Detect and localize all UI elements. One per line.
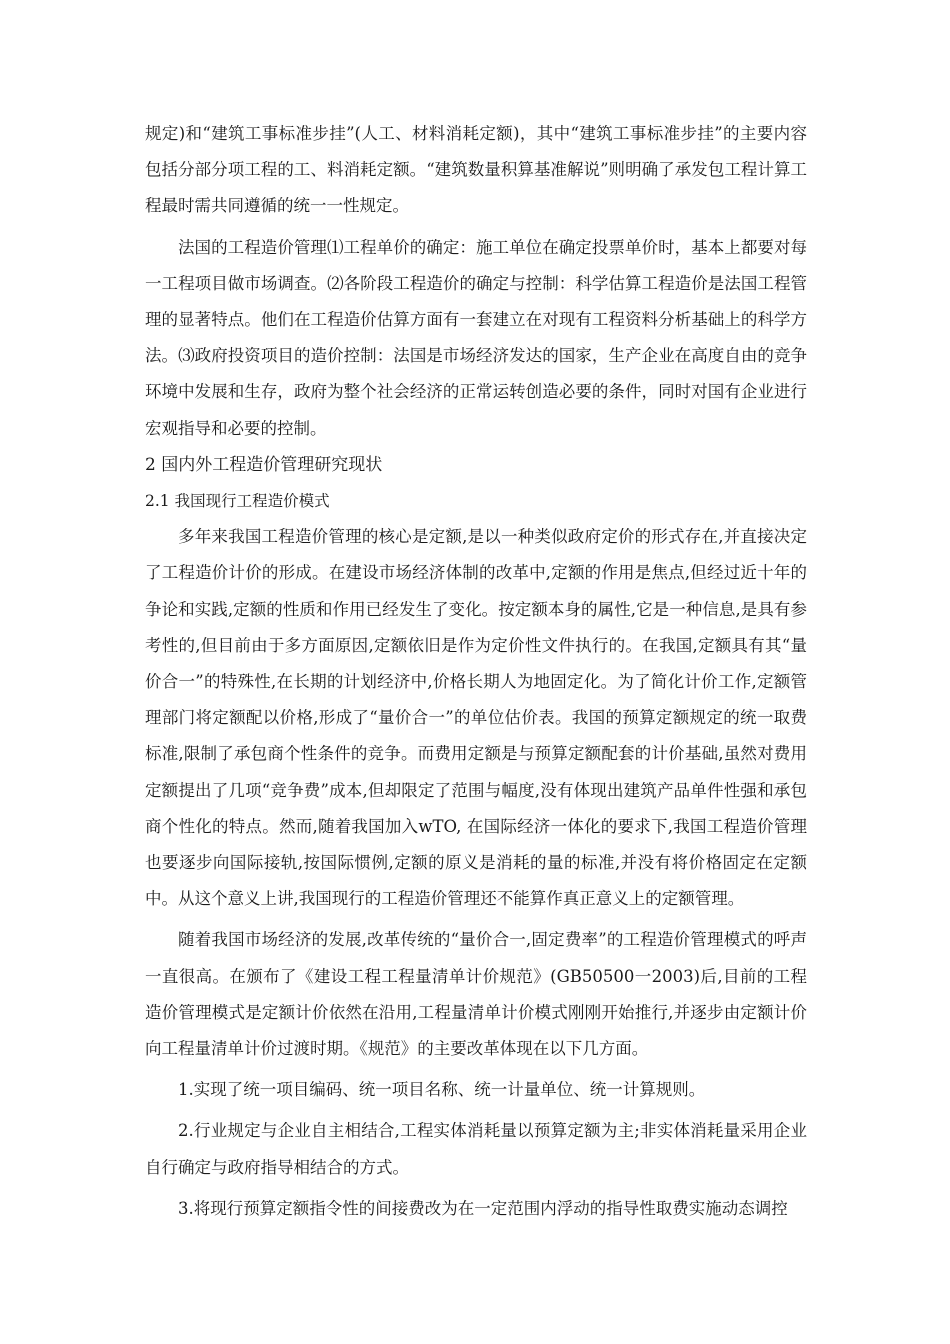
list-item-2: 2.行业规定与企业自主相结合,工程实体消耗量以预算定额为主;非实体消耗量采用企业自行确定与政府指导相结合的方式。: [145, 1121, 807, 1177]
list-item-3: 3.将现行预算定额指令性的间接费改为在一定范围内浮动的指导性取费实施动态调控: [178, 1198, 788, 1218]
list-item-1: 1.实现了统一项目编码、统一项目名称、统一计量单位、统一计算规则。: [178, 1080, 706, 1100]
section-heading-2-1: 2.1 我国现行工程造价模式: [145, 492, 330, 511]
section-heading-2: 2 国内外工程造价管理研究现状: [145, 454, 383, 475]
paragraph-france-cost-management: 法国的工程造价管理⑴工程单价的确定：施工单位在确定投票单价时，基本上都要对每一工程项目做市场调查。⑵各阶段工程造价的确定与控制：科学估算工程造价是法国工程管理的显著特点。他们在工程造价估算方面有一套建立在对现有工程资料分析基础上的科学方法。⑶政府投资项目的造价控制：法国是市场经济发达的国家，生产企业在高度自由的竞争环境中发展和生存，政府为整个社会经济的正常运转创造必要的条件，同时对国有企业进行宏观指导和必要的控制。: [145, 237, 807, 438]
document-page: [145, 116, 807, 1227]
paragraph-japan-standards: 规定)和“建筑工事标准步挂”(人工、材料消耗定额)，其中“建筑工事标准步挂”的主要内容包括分部分项工程的工、料消耗定额。“建筑数量积算基准解说”则明确了承发包工程计算工程最时需共同遵循的统一一性规定。: [145, 124, 807, 216]
paragraph-quota-core: 多年来我国工程造价管理的核心是定额,是以一种类似政府定价的形式存在,并直接决定了工程造价计价的形成。在建设市场经济体制的改革中,定额的作用是焦点,但经过近十年的争论和实践,定额的性质和作用已经发生了变化。按定额本身的属性,它是一种信息,是具有参考性的,但目前由于多方面原因,定额依旧是作为定价性文件执行的。在我国,定额具有其“量价合一”的特殊性,在长期的计划经济中,价格长期人为地固定化。为了简化计价工作,定额管理部门将定额配以价格,形成了“量价合一”的单位估价表。我国的预算定额规定的统一取费标准,限制了承包商个性条件的竞争。而费用定额是与预算定额配套的计价基础,虽然对费用定额提出了几项“竞争费”成本,但却限定了范围与幅度,没有体现出建筑产品单件性强和承包商个性化的特点。然而,随着我国加入wTO, 在国际经济一体化的要求下,我国工程造价管理也要逐步向国际接轨,按国际惯例,定额的原义是消耗的量的标准,并没有将价格固定在定额中。从这个意义上讲,我国现行的工程造价管理还不能算作真正意义上的定额管理。: [145, 527, 807, 909]
paragraph-market-reform: 随着我国市场经济的发展,改革传统的“量价合一,固定费率”的工程造价管理模式的呼声一直很高。在颁布了《建设工程工程量清单计价规范》(GB50500一2003)后,目前的工程造价管理模式是定额计价依然在沿用,工程量清单计价模式刚刚开始推行,并逐步由定额计价向工程量清单计价过渡时期。《规范》的主要改革体现在以下几方面。: [145, 930, 807, 1059]
